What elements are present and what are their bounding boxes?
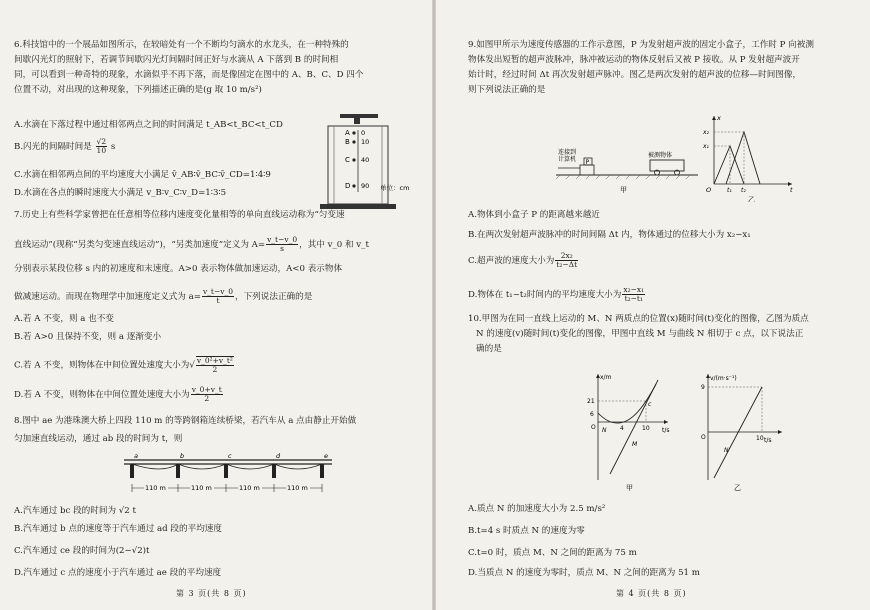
q10-line-3: 确的是 [476,344,502,354]
q9-line-4: 则下列说法正确的是 [468,85,546,95]
q7-option-c-text: C.若 A 不变，则物体在中间位置处速度大小为 [14,360,190,371]
frac-num: v_0+v_t [191,385,222,394]
bridge-point-e: e [324,452,328,460]
q7-line-2-tail: ，其中 v_0 和 v_t [299,240,369,250]
q6-line-2: 间歇闪光灯的照射下，若调节间歇闪光灯间隔时间正好与水滴从 A 下落到 B 的时间相 [14,55,339,65]
computer-label-2: 计算机 [558,156,577,163]
q8-figure-bridge [118,450,338,500]
bridge-point-d: d [276,452,281,460]
q6-option-d: D.水滴在各点的瞬时速度大小满足 v_B∶v_C∶v_D=1∶3∶5 [14,188,227,198]
x-axis-label: t [790,186,793,194]
span-3: 110 m [239,484,260,492]
q10-chart-yi [694,370,790,492]
q7-line-2 [14,236,369,253]
chart-jia-origin: O [591,424,596,431]
q9-option-d-fraction [622,286,645,303]
object-label: 被测物体 [648,152,673,159]
x-tick-t1: t₁ [727,187,732,194]
q10-line-1: 10.甲图为在同一直线上运动的 M、N 两质点的位置(x)随时间(t)变化的图像，乙图为质点 [468,314,809,324]
q8-line-1: 8.图中 ae 为港珠澳大桥上四段 110 m 的等跨钢箱连续桥梁，若汽车从 a 点由静止开始做 [14,416,357,426]
frac-num: v_0²+v_t² [196,356,233,365]
q8-line-2: 匀加速直线运动，通过 ab 段的时间为 t，则 [14,434,183,444]
q6-line-4: 位置不动，对出现的这种现象，下列描述正确的是(g 取 10 m/s²) [14,85,262,95]
chart-yi-origin: O [701,434,706,441]
chart-jia-xlabel: t/s [662,427,670,434]
question-9 [468,38,814,98]
page-footer-left: 第 3 页(共 8 页) [176,589,247,598]
q7-option-b: B.若 A>0 且保持不变，则 a 逐渐变小 [14,332,162,342]
q7-line-4-tail: ，下列说法正确的是 [234,292,313,302]
q9-option-d-text: D.物体在 t₁~t₂时间内的平均速度大小为 [468,290,622,300]
chart-yi-caption: 乙 [734,484,741,492]
frac-den: t₂−Δt [556,260,578,269]
chart-yi-xlabel: t/s [764,437,772,444]
q9-option-a: A.物体到小盒子 P 的距离越来越近 [468,210,600,220]
span-2: 110 m [191,484,212,492]
q9-line-3: 始计时，经过时间 Δt 再次发射超声脉冲。图乙是两次发射的超声波的位移—时间图像， [468,70,802,80]
tick-10: 10 [361,138,370,146]
q7-option-d-fraction [191,386,223,403]
span-4: 110 m [287,484,308,492]
frac-den: t₂−t₁ [624,294,643,303]
q8-option-b: B.汽车通过 b 点的速度等于汽车通过 ad 段的平均速度 [14,524,222,534]
q9-option-c-text: C.超声波的速度大小为 [468,256,555,266]
q6-option-b [14,138,115,155]
frac-den: 10 [96,146,107,155]
chart-jia-caption: 甲 [626,484,633,492]
frac-num: √2 [96,137,107,146]
q9-figure-sensor-setup [554,146,700,200]
q7-line-2-text: 直线运动”(现称“另类匀变速直线运动”)，“另类加速度”定义为 A= [14,240,266,250]
chart-yi-ytick-9: 9 [701,384,705,391]
frac-num: x₂−x₁ [623,285,645,294]
y-tick-x1: x₁ [703,143,709,150]
y-tick-x2: x₂ [703,129,709,136]
chart-jia-curve-m: M [632,441,638,448]
q10-option-d: D.当质点 N 的速度为零时，质点 M、N 之间的距离为 51 m [468,568,700,578]
label-d: D [345,182,351,190]
label-a: A [345,129,350,137]
q6-line-3: 同，可以看到一种奇特的现象，水滴似乎不再下落，而是像固定在图中的 A、B、C、D 四个 [14,70,364,80]
frac-den: 2 [204,394,210,403]
q9-line-2: 物体发出短暂的超声波脉冲，脉冲被运动的物体反射后又被 P 接收。从 P 发射超声波开 [468,55,800,65]
q9-figure-xt-graph [700,112,798,202]
q7-a-def-fraction [266,236,298,253]
q6-line-1: 6.科技馆中的一个展品如图所示，在较暗处有一个不断均匀滴水的水龙头，在一种特殊的 [14,40,349,50]
chart-yi-ylabel: v/(m·s⁻¹) [710,375,737,382]
tick-0: 0 [361,129,366,137]
frac-num: v_t−v_0 [202,287,233,296]
frac-num: 2x₂ [555,252,578,261]
computer-label: 连接到 [558,149,577,156]
q6-option-a: A.水滴在下落过程中通过相邻两点之间的时间满足 t_AB<t_BC<t_CD [14,120,283,130]
q6-option-b-fraction [96,138,108,155]
q10-option-a: A.质点 N 的加速度大小为 2.5 m/s² [468,504,606,514]
q7-line-4-text: 做减速运动。而现在物理学中加速度定义式为 a= [14,292,201,302]
label-b: B [345,138,350,146]
q9-option-b: B.在两次发射超声波脉冲的时间间隔 Δt 内，物体通过的位移大小为 x₂−x₁ [468,230,751,240]
span-1: 110 m [145,484,166,492]
frac-den: 2 [212,365,218,374]
q10-chart-jia [582,370,678,492]
q9-option-c [468,252,579,269]
chart-jia-curve-n: N [602,427,607,434]
q7-line-1: 7.历史上有些科学家曾把在任意相等位移内速度变化量相等的单向直线运动称为“匀变速 [14,210,345,220]
q7-option-c-fraction [196,356,234,374]
bridge-point-a: a [134,452,138,460]
q7-accel-fraction [202,288,234,305]
q9-line-1: 9.如图甲所示为速度传感器的工作示意图，P 为发射超声波的固定小盒子，工作时 P 向被测 [468,40,814,50]
frac-num: v_t−v_0 [267,235,298,244]
question-10 [468,312,809,357]
chart-yi-xtick-10: 10 [756,435,764,442]
question-6 [14,38,363,98]
q7-option-c [14,356,235,374]
fig-caption-yi: 乙 [748,196,755,202]
chart-jia-point-c: c [648,401,652,408]
q6-option-b-unit: s [110,142,116,152]
q6-option-c: C.水滴在相邻两点间的平均速度大小满足 v̄_AB∶v̄_BC∶v̄_CD=1∶4∶9 [14,170,271,180]
sqrt-sign: √ [189,360,195,371]
q10-option-c: C.t=0 时，质点 M、N 之间的距离为 75 m [468,548,637,558]
fig-caption-jia: 甲 [620,186,627,194]
q9-option-c-fraction [555,252,578,269]
q6-option-b-text: B.闪光的间隔时间是 [14,142,92,152]
q9-option-d [468,286,646,303]
x-tick-t2: t₂ [741,187,746,194]
chart-jia-ytick-6: 6 [590,411,594,418]
q7-option-d-text: D.若 A 不变，则物体在中间位置处速度大小为 [14,390,190,400]
q8-option-a: A.汽车通过 bc 段的时间为 √2 t [14,506,136,516]
chart-jia-ytick-21: 21 [587,398,595,405]
label-c: C [345,156,350,164]
q7-line-3: 分别表示某段位移 s 内的初速度和末速度。A>0 表示物体做加速运动，A<0 表示物体 [14,264,343,274]
bridge-point-c: c [228,452,232,460]
frac-den: t [216,296,220,305]
y-axis-label: x [717,114,721,122]
bridge-point-b: b [180,452,185,460]
page-footer-right: 第 4 页(共 8 页) [616,589,687,598]
chart-jia-ylabel: x/m [600,374,612,381]
q6-figure-water-drop [318,112,430,212]
q10-option-b: B.t=4 s 时质点 N 的速度为零 [468,526,585,536]
q7-line-4 [14,288,312,305]
q8-option-d: D.汽车通过 c 点的速度小于汽车通过 ae 段的平均速度 [14,568,222,578]
chart-yi-curve-n: N [724,447,729,454]
chart-jia-xtick-10: 10 [642,425,650,432]
right-page [436,0,870,610]
box-p: P [585,159,590,166]
left-page [0,0,434,610]
origin-label: O [706,186,712,194]
tick-40: 40 [361,156,370,164]
unit-label: 单位：cm [380,184,410,192]
q7-option-a: A.若 A 不变，则 a 也不变 [14,314,114,324]
chart-jia-xtick-4: 4 [620,425,624,432]
tick-90: 90 [361,182,370,190]
q10-line-2: N 的速度(v)随时间(t)变化的图像，甲图中直线 M 与曲线 N 相切于 c 点，以下说法正 [476,329,804,339]
frac-den: s [280,244,285,253]
q7-option-d [14,386,224,403]
q8-option-c: C.汽车通过 ce 段的时间为(2−√2)t [14,546,150,556]
